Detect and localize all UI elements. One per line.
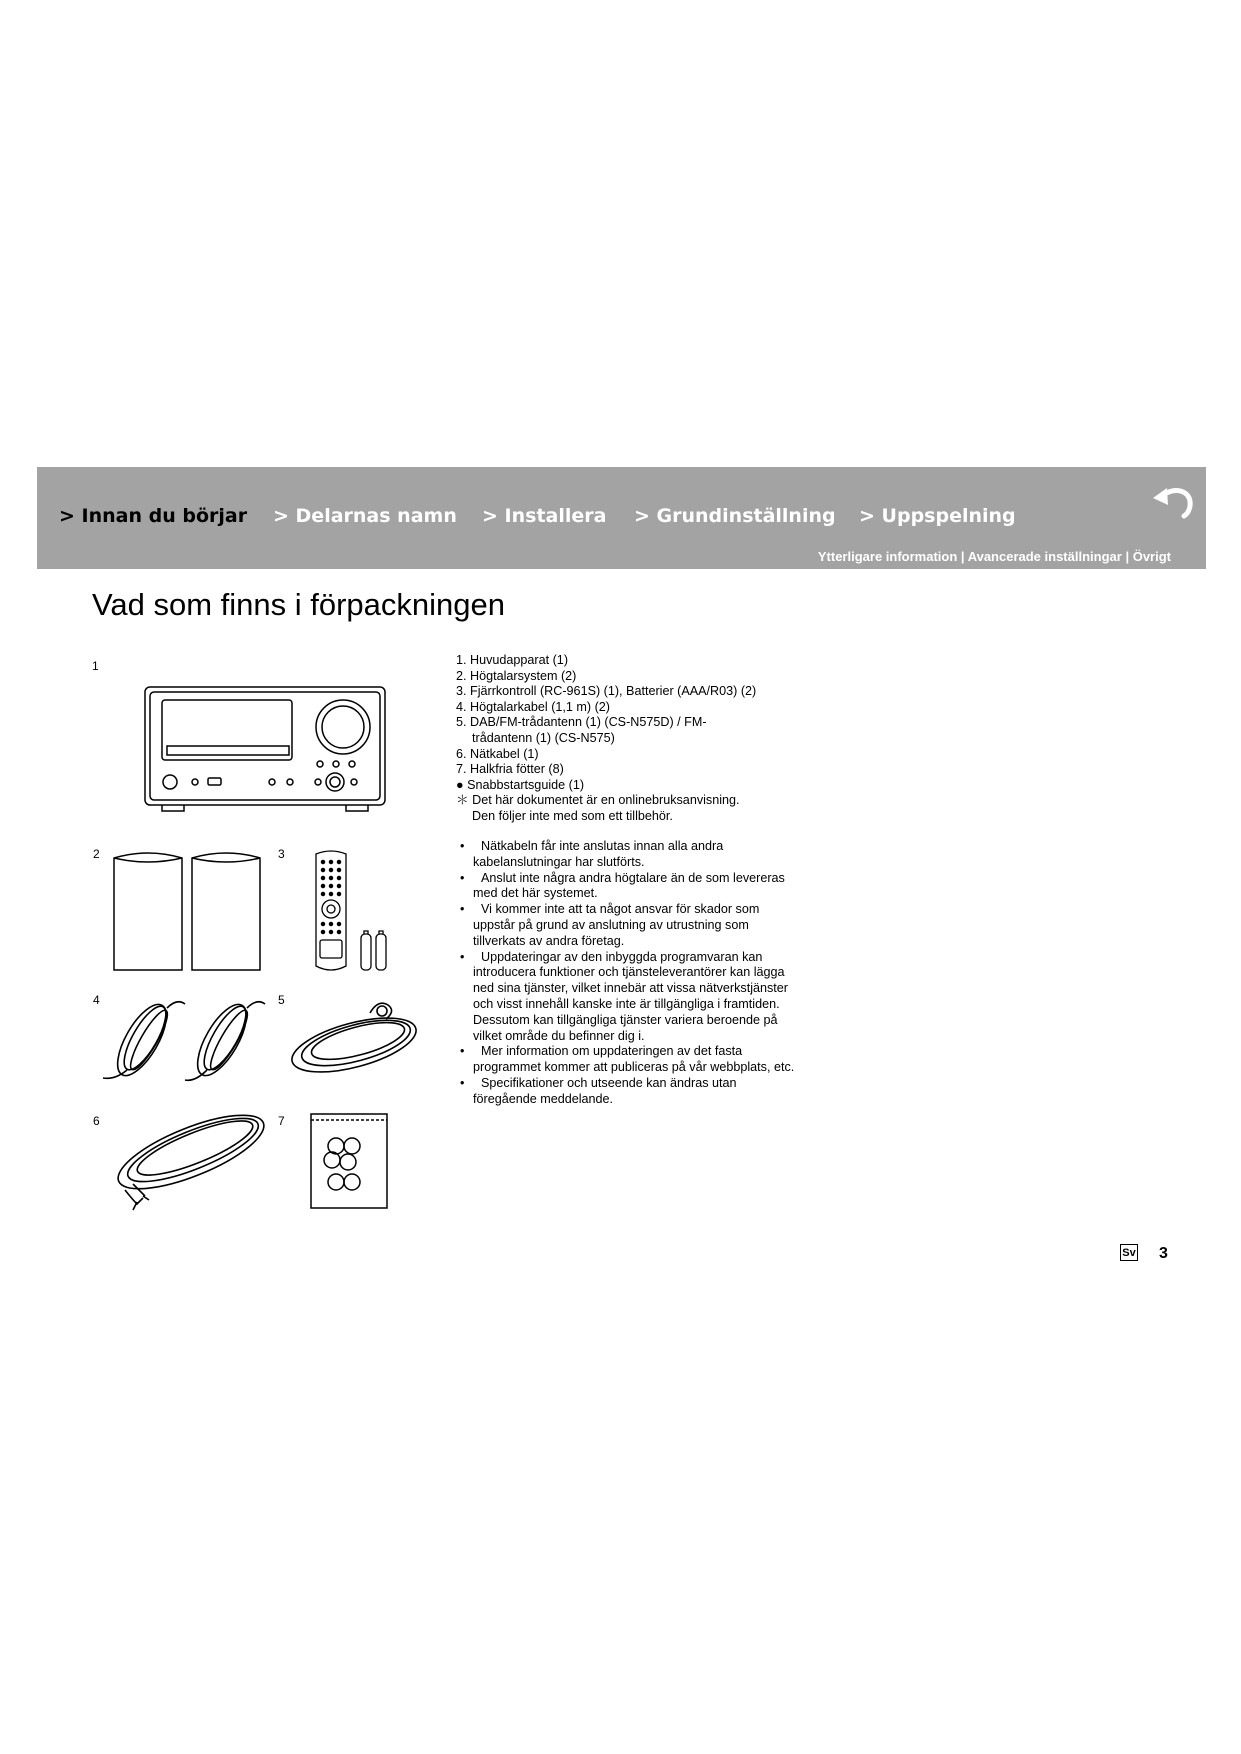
figure-number: 4 <box>93 993 100 1007</box>
note-item: • Nätkabeln får inte anslutas innan alla andra kabelanslutningar har slutförts. <box>460 839 800 871</box>
list-item: ＊ Det här dokumentet är en onlinebruksanvisning. <box>456 793 740 808</box>
list-item: ● Snabbstartsguide (1) <box>456 777 585 792</box>
speakers-illustration <box>108 848 268 974</box>
sub-navigation <box>818 549 1171 564</box>
link-avancerade-installningar[interactable]: Avancerade inställningar <box>967 549 1122 564</box>
figure-number: 2 <box>93 847 100 861</box>
contents-list <box>456 653 756 825</box>
power-cord-illustration <box>103 1104 268 1214</box>
navigation-bar <box>37 467 1206 569</box>
figure-number: 6 <box>93 1114 100 1128</box>
figure-number: 1 <box>92 659 99 673</box>
figure-number: 7 <box>278 1114 285 1128</box>
list-item: 6. Nätkabel (1) <box>456 746 539 761</box>
link-ovrigt[interactable]: Övrigt <box>1132 549 1171 564</box>
language-badge: Sv <box>1120 1244 1138 1261</box>
feet-bag-illustration <box>306 1110 392 1212</box>
figure-number: 5 <box>278 993 285 1007</box>
list-item: 1. Huvudapparat (1) <box>456 653 569 667</box>
list-item: Den följer inte med som ett tillbehör. <box>472 808 673 823</box>
list-item: 3. Fjärrkontroll (RC-961S) (1), Batterier (AAA/R03) (2) <box>456 684 757 699</box>
tab-delarnas-namn[interactable]: > Delarnas namn <box>273 505 457 527</box>
tab-grundinstallning[interactable]: > Grundinställning <box>634 505 836 527</box>
note-item: • Specifikationer och utseende kan ändras utan föregående meddelande. <box>460 1076 800 1108</box>
main-unit-illustration <box>140 680 390 818</box>
list-item: trådantenn (1) (CS-N575) <box>472 730 615 745</box>
speaker-cables-illustration <box>97 990 269 1090</box>
list-item: 2. Högtalarsystem (2) <box>456 668 577 683</box>
note-item: • Anslut inte några andra högtalare än de som levereras med det här systemet. <box>460 871 800 903</box>
list-item: 5. DAB/FM-trådantenn (1) (CS-N575D) / FM- <box>456 715 707 730</box>
note-item: • Vi kommer inte att ta något ansvar för skador som uppstår på grund av anslutning av utrustning som tillverkats av andra företag. <box>460 902 800 949</box>
notes-list <box>460 839 800 1108</box>
separator: | <box>1121 549 1133 564</box>
remote-batteries-illustration <box>310 848 390 974</box>
return-arrow-icon[interactable] <box>1150 482 1196 522</box>
list-item: 7. Halkfria fötter (8) <box>456 762 564 777</box>
separator: | <box>957 549 968 564</box>
list-item: 4. Högtalarkabel (1,1 m) (2) <box>456 699 610 714</box>
figure-number: 3 <box>278 847 285 861</box>
note-item: • Uppdateringar av den inbyggda programvaran kan introducera funktioner och tjänsteleverantörer kan lägga ned sina tjänster, vilket innebär att vissa nätverkstjänster och visst innehåll kanske inte är tillgängliga i framtiden. Dessutom kan tillgängliga tjänster variera beroende på vilket område du befinner dig i. <box>460 950 800 1045</box>
tab-uppspelning[interactable]: > Uppspelning <box>859 505 1016 527</box>
tab-installera[interactable]: > Installera <box>482 505 607 527</box>
tab-innan-du-borjar[interactable]: > Innan du börjar <box>59 505 248 527</box>
page-number: 3 <box>1159 1245 1168 1262</box>
antenna-illustration <box>286 995 426 1080</box>
page-title: Vad som finns i förpackningen <box>92 587 505 622</box>
note-item: • Mer information om uppdateringen av det fasta programmet kommer att publiceras på vår webbplats, etc. <box>460 1044 800 1076</box>
link-ytterligare-information[interactable]: Ytterligare information <box>817 549 958 564</box>
